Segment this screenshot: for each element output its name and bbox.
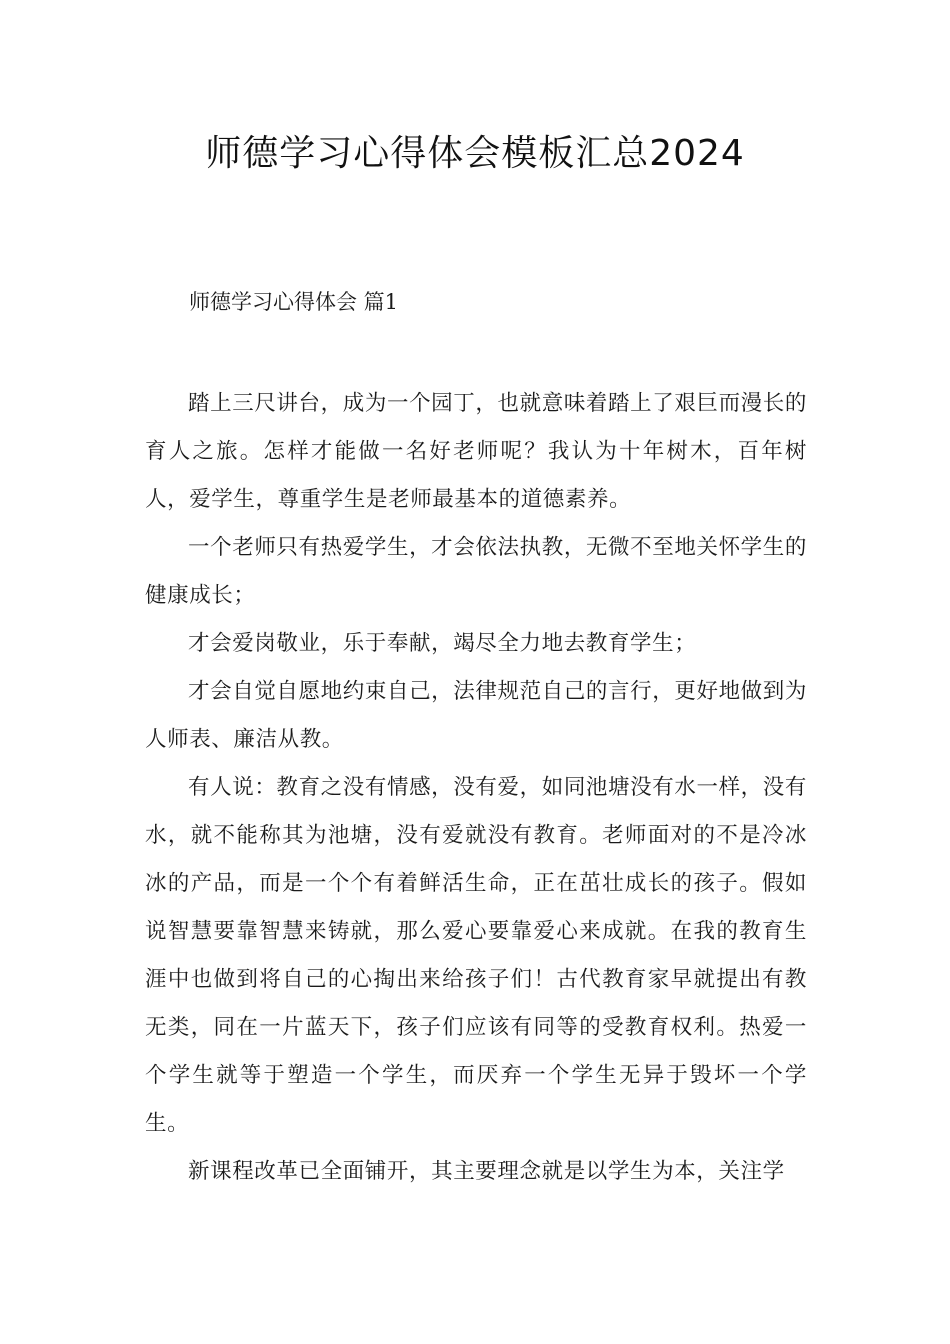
body-text [145, 380, 807, 1196]
paragraph: 一个老师只有热爱学生，才会依法执教，无微不至地关怀学生的健康成长； [145, 535, 807, 608]
paragraph: 踏上三尺讲台，成为一个园丁，也就意味着踏上了艰巨而漫长的育人之旅。怎样才能做一名好老师呢？我认为十年树木，百年树人，爱学生，尊重学生是老师最基本的道德素养。 [145, 391, 807, 512]
paragraph: 才会爱岗敬业，乐于奉献，竭尽全力地去教育学生； [188, 631, 697, 656]
document-title: 师德学习心得体会模板汇总2024 [205, 133, 745, 174]
paragraph: 才会自觉自愿地约束自己，法律规范自己的言行，更好地做到为人师表、廉洁从教。 [145, 679, 807, 752]
section-heading: 师德学习心得体会 篇1 [189, 290, 399, 314]
paragraph: 新课程改革已全面铺开，其主要理念就是以学生为本，关注学 [188, 1159, 785, 1184]
paragraph: 有人说：教育之没有情感，没有爱，如同池塘没有水一样，没有水，就不能称其为池塘，没有爱就没有教育。老师面对的不是冷冰冰的产品，而是一个个有着鲜活生命，正在茁壮成长的孩子。假如说智慧要靠智慧来铸就，那么爱心要靠爱心来成就。在我的教育生涯中也做到将自己的心掏出来给孩子们！古代教育家早就提出有教无类，同在一片蓝天下，孩子们应该有同等的受教育权利。热爱一个学生就等于塑造一个学生，而厌弃一个学生无异于毁坏一个学生。 [145, 775, 807, 1136]
